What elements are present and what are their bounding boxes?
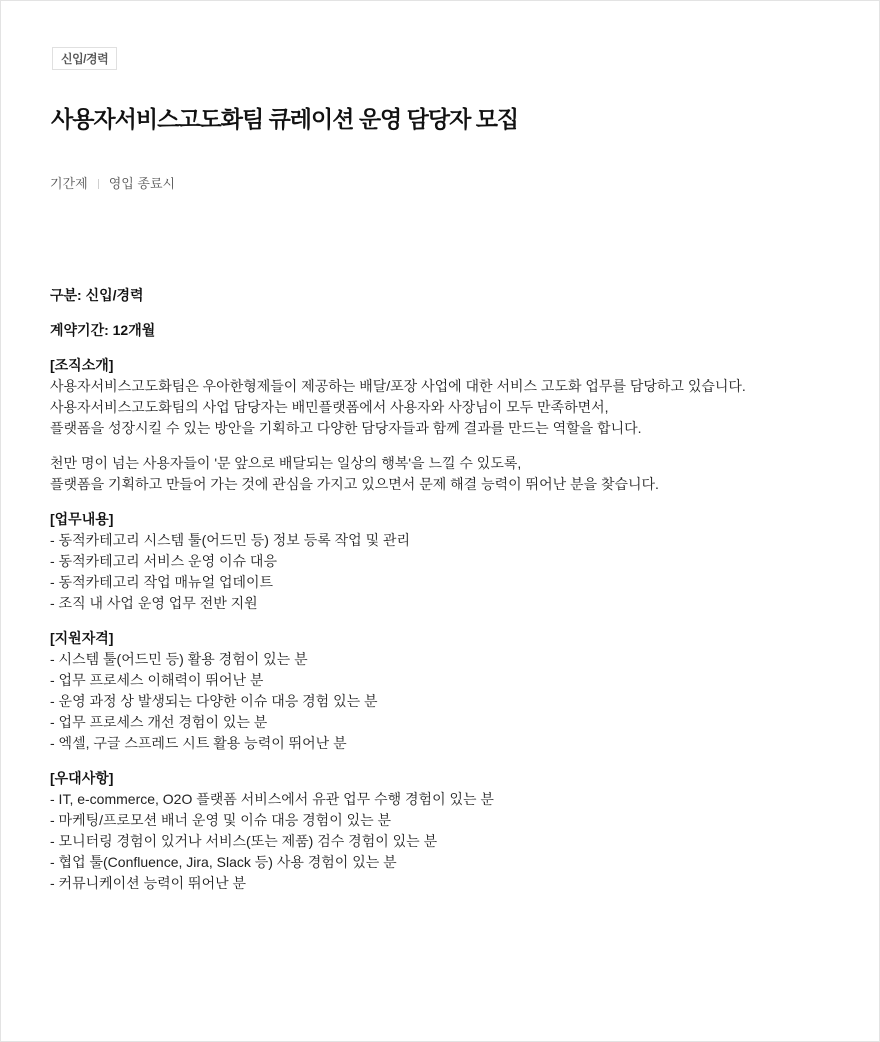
meta-divider	[98, 179, 99, 189]
qualification-item: - 운영 과정 상 발생되는 다양한 이슈 대응 경험 있는 분	[50, 693, 378, 709]
career-type-badge: 신입/경력	[52, 47, 117, 70]
section-heading-duties: [업무내용]	[50, 511, 114, 527]
section-heading-preferences: [우대사항]	[50, 770, 114, 786]
page-title: 사용자서비스고도화팀 큐레이션 운영 담당자 모집	[51, 106, 519, 132]
deadline: 영입 종료시	[108, 176, 176, 191]
org-line: 사용자서비스고도화팀은 우아한형제들이 제공하는 배달/포장 사업에 대한 서비스 고도화 업무를 담당하고 있습니다.	[50, 378, 746, 394]
mission-line: 천만 명이 넘는 사용자들이 '문 앞으로 배달되는 일상의 행복'을 느낄 수 있도록,	[50, 455, 522, 471]
qualification-item: - 엑셀, 구글 스프레드 시트 활용 능력이 뛰어난 분	[50, 735, 347, 751]
job-description	[50, 285, 840, 894]
qualification-item: - 업무 프로세스 이해력이 뛰어난 분	[50, 672, 264, 688]
preference-item: - 모니터링 경험이 있거나 서비스(또는 제품) 검수 경험이 있는 분	[50, 833, 438, 849]
employment-type: 기간제	[50, 176, 88, 191]
classification: 구분: 신입/경력	[50, 287, 144, 303]
org-line: 사용자서비스고도화팀의 사업 담당자는 배민플랫폼에서 사용자와 사장님이 모두 만족하면서,	[50, 399, 609, 415]
qualification-item: - 업무 프로세스 개선 경험이 있는 분	[50, 714, 268, 730]
duty-item: - 동적카테고리 작업 매뉴얼 업데이트	[50, 574, 274, 590]
duty-item: - 동적카테고리 시스템 툴(어드민 등) 정보 등록 작업 및 관리	[50, 532, 411, 548]
mission-line: 플랫폼을 기획하고 만들어 가는 것에 관심을 가지고 있으면서 문제 해결 능력이 뛰어난 분을 찾습니다.	[50, 476, 659, 492]
preference-item: - 커뮤니케이션 능력이 뛰어난 분	[50, 875, 247, 891]
section-heading-organization: [조직소개]	[50, 357, 114, 373]
contract-period: 계약기간: 12개월	[50, 322, 156, 338]
preference-item: - 협업 툴(Confluence, Jira, Slack 등) 사용 경험이 있는 분	[50, 854, 397, 870]
org-line: 플랫폼을 성장시킬 수 있는 방안을 기획하고 다양한 담당자들과 함께 결과를 만드는 역할을 합니다.	[50, 420, 642, 436]
qualification-item: - 시스템 툴(어드민 등) 활용 경험이 있는 분	[50, 651, 308, 667]
preference-item: - 마케팅/프로모션 배너 운영 및 이슈 대응 경험이 있는 분	[50, 812, 392, 828]
preference-item: - IT, e-commerce, O2O 플랫폼 서비스에서 유관 업무 수행 경험이 있는 분	[50, 791, 494, 807]
section-heading-qualifications: [지원자격]	[50, 630, 114, 646]
job-meta	[50, 174, 175, 194]
duty-item: - 조직 내 사업 운영 업무 전반 지원	[50, 595, 258, 611]
duty-item: - 동적카테고리 서비스 운영 이슈 대응	[50, 553, 277, 569]
